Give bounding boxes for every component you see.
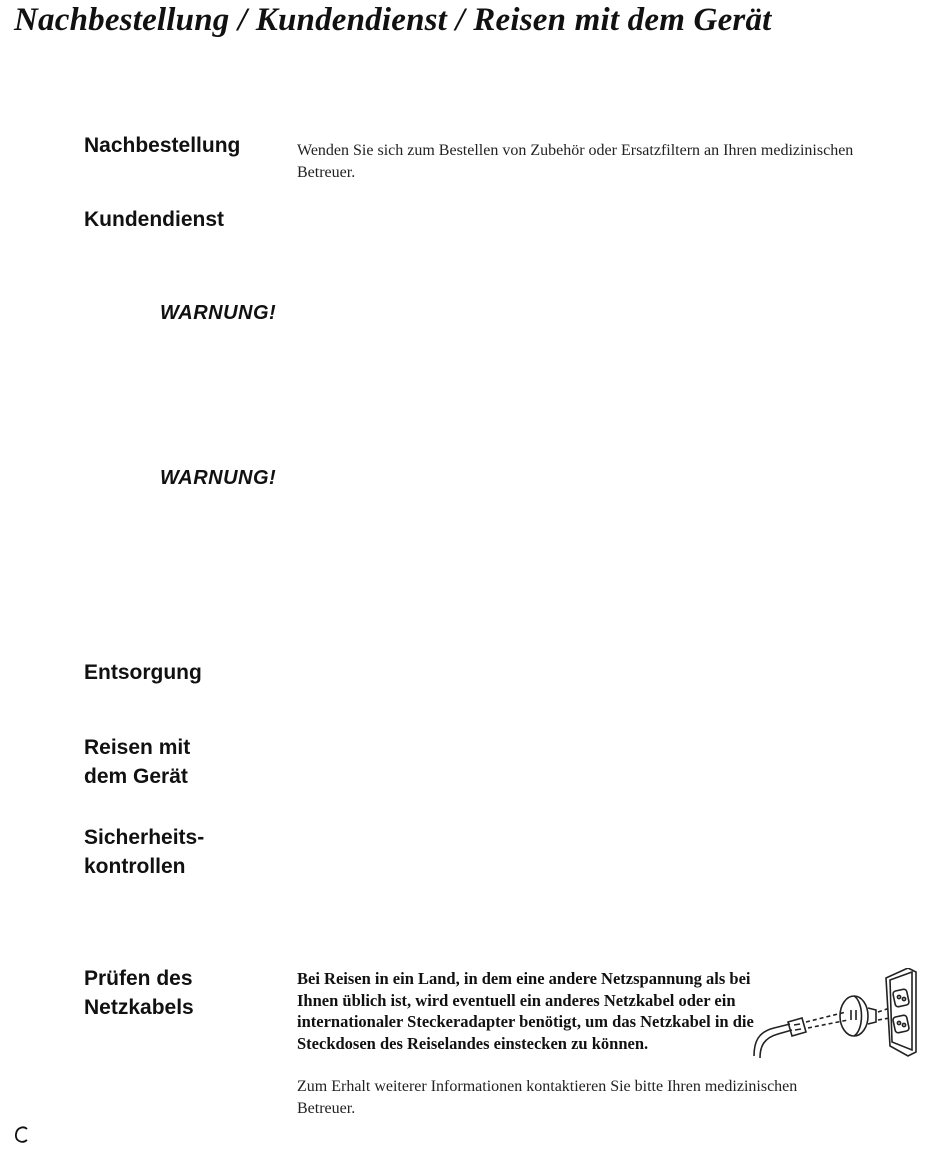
warning-label-1: WARNUNG! [160, 302, 277, 324]
heading-sicherheit-line2: kontrollen [84, 855, 186, 878]
heading-reisen-line2: dem Gerät [84, 765, 188, 788]
heading-sicherheit-line1: Sicherheits- [84, 826, 205, 849]
text-nachbestellung: Wenden Sie sich zum Bestellen von Zubehör oder Ersatzfiltern an Ihren medizinischen Betreuer. [297, 142, 854, 181]
heading-reisen [84, 733, 190, 791]
heading-netzkabel [84, 964, 194, 1022]
heading-kundendienst: Kundendienst [84, 208, 224, 231]
heading-netzkabel-line2: Netzkabels [84, 996, 194, 1019]
warning-label-2: WARNUNG! [160, 467, 277, 489]
heading-nachbestellung: Nachbestellung [84, 134, 241, 157]
power-plug-and-outlet-icon [750, 968, 920, 1060]
text-netzkabel-normal: Zum Erhalt weiterer Informationen kontaktieren Sie bitte Ihren medizinischen Betreuer. [297, 1078, 798, 1117]
text-netzkabel-bold: Bei Reisen in ein Land, in dem eine andere Netzspannung als bei Ihnen üblich ist, wird eventuell ein anderes Netzkabel oder ein internationaler Steckeradapter benötigt, um das Netzkabel in die Steckdosen des Reiselandes einstecken zu können. [297, 969, 754, 1053]
heading-netzkabel-line1: Prüfen des [84, 967, 193, 990]
heading-sicherheitskontrollen [84, 823, 204, 881]
page-title: Nachbestellung / Kundendienst / Reisen mit dem Gerät [14, 2, 772, 38]
heading-entsorgung: Entsorgung [84, 661, 202, 684]
heading-reisen-line1: Reisen mit [84, 736, 191, 759]
circle-page-marker-icon [14, 1125, 32, 1145]
